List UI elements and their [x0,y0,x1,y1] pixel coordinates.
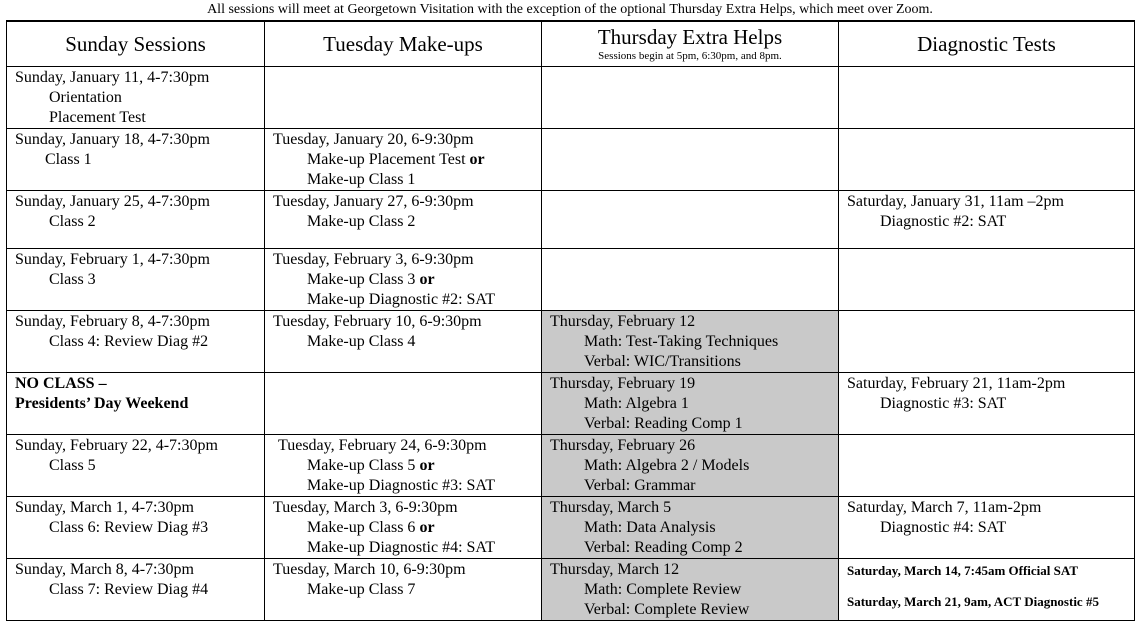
diagnostic-cell [839,191,1135,249]
tuesday-date: Tuesday, March 3, 6-9:30pm [273,499,458,516]
schedule-table [6,20,1135,621]
tuesday-detail: Make-up Diagnostic #4: SAT [307,539,495,556]
sunday-detail: Class 2 [49,213,96,230]
tuesday-cell [265,311,542,373]
tuesday-detail: Make-up Class 4 [307,333,416,350]
sunday-cell [7,311,265,373]
sunday-date: Sunday, February 22, 4-7:30pm [15,437,218,454]
thursday-date: Thursday, February 12 [550,313,696,330]
official-sat-label: Saturday, March 14, 7:45am Official SAT [847,563,1078,578]
thursday-date: Thursday, February 26 [550,437,696,454]
diagnostic-date: Saturday, March 7, 11am-2pm [847,499,1042,516]
diagnostic-cell [839,497,1135,559]
tuesday-date: Tuesday, January 27, 6-9:30pm [273,193,474,210]
thursday-date: Thursday, February 19 [550,375,696,392]
tuesday-detail: Make-up Class 1 [307,171,416,188]
diagnostic-cell [839,129,1135,191]
header-thursday-extra-helps [542,21,839,67]
sunday-detail: Class 1 [45,151,92,168]
tuesday-cell [265,497,542,559]
table-row [7,311,1135,373]
thursday-date: Thursday, March 12 [550,561,680,578]
thursday-verbal: Verbal: Reading Comp 2 [584,539,743,556]
tuesday-detail: Make-up Diagnostic #2: SAT [307,291,495,308]
or-text: or [469,151,485,168]
thursday-cell [542,435,839,497]
sunday-cell [7,497,265,559]
tuesday-detail [278,456,533,476]
header-thursday-subtitle: Sessions begin at 5pm, 6:30pm, and 8pm. [598,50,782,62]
sunday-date: Sunday, January 25, 4-7:30pm [15,193,210,210]
tuesday-cell [265,191,542,249]
thursday-cell [542,249,839,311]
header-sunday-sessions: Sunday Sessions [7,21,265,67]
thursday-verbal: Verbal: WIC/Transitions [584,353,741,370]
table-row [7,435,1135,497]
holiday-label: Presidents’ Day Weekend [15,395,189,412]
sunday-cell [7,373,265,435]
diagnostic-cell [839,67,1135,129]
table-row [7,67,1135,129]
spacer [847,579,1126,594]
tuesday-detail: Make-up Class 2 [307,213,416,230]
or-text: or [419,519,435,536]
thursday-cell [542,311,839,373]
header-diagnostic-tests: Diagnostic Tests [839,21,1135,67]
sunday-date: Sunday, February 1, 4-7:30pm [15,251,210,268]
diagnostic-detail: Diagnostic #2: SAT [880,213,1007,230]
tuesday-detail [273,150,533,170]
sunday-detail: Placement Test [49,109,146,126]
thursday-math: Math: Algebra 2 / Models [584,457,750,474]
tuesday-cell [265,129,542,191]
sunday-date: Sunday, January 11, 4-7:30pm [15,69,210,86]
diagnostic-cell [839,373,1135,435]
sunday-detail: Class 6: Review Diag #3 [49,519,209,536]
location-note: All sessions will meet at Georgetown Visitation with the exception of the optional Thursday Extra Helps, which meet over Zoom. [207,2,933,17]
thursday-math: Math: Algebra 1 [584,395,689,412]
thursday-verbal: Verbal: Complete Review [584,601,750,618]
thursday-cell [542,559,839,621]
tuesday-date: Tuesday, February 10, 6-9:30pm [273,313,482,330]
diagnostic-cell [839,311,1135,373]
table-row [7,497,1135,559]
sunday-date: Sunday, January 18, 4-7:30pm [15,131,210,148]
tuesday-cell [265,373,542,435]
diagnostic-cell [839,435,1135,497]
thursday-math: Math: Complete Review [584,581,742,598]
table-row [7,373,1135,435]
thursday-verbal: Verbal: Reading Comp 1 [584,415,743,432]
diagnostic-detail: Diagnostic #4: SAT [880,519,1007,536]
thursday-cell [542,497,839,559]
sunday-cell [7,129,265,191]
tuesday-cell [265,249,542,311]
thursday-math: Math: Data Analysis [584,519,716,536]
thursday-date: Thursday, March 5 [550,499,672,516]
sunday-cell [7,67,265,129]
sunday-detail: Class 7: Review Diag #4 [49,581,209,598]
thursday-math: Math: Test-Taking Techniques [584,333,779,350]
tuesday-cell [265,67,542,129]
diagnostic-date: Saturday, February 21, 11am-2pm [847,375,1066,392]
sunday-detail: Class 3 [49,271,96,288]
sunday-date: Sunday, March 8, 4-7:30pm [15,561,194,578]
sunday-cell [7,559,265,621]
thursday-cell [542,67,839,129]
table-row [7,191,1135,249]
header-thursday-title: Thursday Extra Helps [597,25,783,49]
tuesday-date: Tuesday, February 24, 6-9:30pm [278,437,487,454]
tuesday-cell [265,435,542,497]
tuesday-date: Tuesday, March 10, 6-9:30pm [273,561,466,578]
thursday-verbal: Verbal: Grammar [584,477,696,494]
table-row [7,249,1135,311]
sunday-cell [7,435,265,497]
tuesday-cell [265,559,542,621]
table-row [7,559,1135,621]
header-row [7,21,1135,67]
or-text: or [419,457,435,474]
diagnostic-date: Saturday, January 31, 11am –2pm [847,193,1064,210]
sunday-cell [7,191,265,249]
tuesday-detail: Make-up Class 7 [307,581,416,598]
diagnostic-detail: Diagnostic #3: SAT [880,395,1007,412]
tuesday-date: Tuesday, January 20, 6-9:30pm [273,131,474,148]
thursday-cell [542,129,839,191]
tuesday-makeup-text: Make-up Placement Test [307,151,466,168]
sunday-detail: Class 4: Review Diag #2 [49,333,209,350]
header-tuesday-makeups: Tuesday Make-ups [265,21,542,67]
sunday-detail: Orientation [49,89,122,106]
or-text: or [419,271,435,288]
sunday-cell [7,249,265,311]
no-class-label: NO CLASS – [15,375,107,392]
tuesday-makeup-text: Make-up Class 6 [307,519,416,536]
sunday-date: Sunday, March 1, 4-7:30pm [15,499,194,516]
thursday-cell [542,191,839,249]
tuesday-detail: Make-up Diagnostic #3: SAT [307,477,495,494]
table-row [7,129,1135,191]
act-diagnostic-label: Saturday, March 21, 9am, ACT Diagnostic #5 [847,594,1099,609]
sunday-detail: Class 5 [49,457,96,474]
sunday-date: Sunday, February 8, 4-7:30pm [15,313,210,330]
diagnostic-cell [839,249,1135,311]
tuesday-date: Tuesday, February 3, 6-9:30pm [273,251,474,268]
tuesday-detail [273,270,533,290]
tuesday-detail [273,518,533,538]
tuesday-makeup-text: Make-up Class 5 [307,457,416,474]
tuesday-makeup-text: Make-up Class 3 [307,271,416,288]
thursday-cell [542,373,839,435]
diagnostic-cell [839,559,1135,621]
